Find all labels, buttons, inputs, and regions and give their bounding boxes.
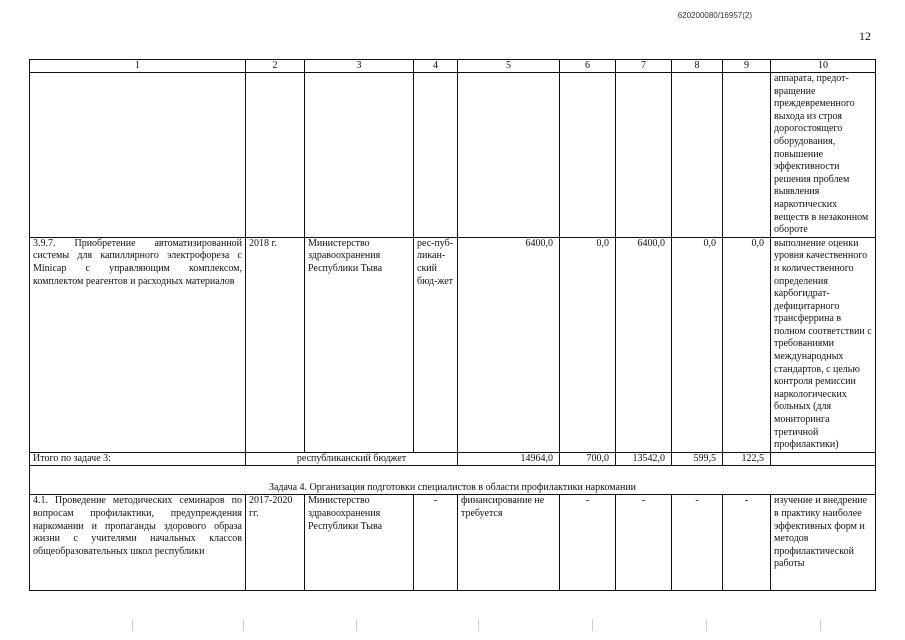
amount-2020: - [723, 495, 771, 591]
funding-source: - [414, 495, 458, 591]
amount-2017: 0,0 [560, 237, 616, 452]
total-amount: 14964,0 [458, 452, 560, 466]
amount-total: 6400,0 [458, 237, 560, 452]
col-header-4: 4 [414, 60, 458, 73]
total-label: Итого по задаче 3: [30, 452, 246, 466]
col-header-3: 3 [305, 60, 414, 73]
col-header-2: 2 [246, 60, 305, 73]
funding-source: рес-пуб-ликан-ский бюд-жет [414, 237, 458, 452]
continuation-result: аппарата, предот-вращение преждевременного выхода из строя дорогостоящего оборудования, повышение эффективности решения проблем выявления наркотических веществ в незаконном обороте [771, 73, 876, 238]
col-header-8: 8 [672, 60, 723, 73]
task4-title: Задача 4. Организация подготовки специалистов в области профилактики наркомании [30, 466, 876, 495]
document-code: 620200080/16957(2) [677, 11, 752, 20]
measure-period: 2017-2020 гг. [246, 495, 305, 591]
total-source: республиканский бюджет [246, 452, 458, 466]
task4-heading-row [30, 466, 876, 495]
amount-2019: 0,0 [672, 237, 723, 452]
table-row-3-9-7 [30, 237, 876, 452]
col-header-5: 5 [458, 60, 560, 73]
total-2017: 700,0 [560, 452, 616, 466]
measure-name: 3.9.7. Приобретение автоматизированной системы для капиллярного электрофореза с Minicap с управляющим комплексом, комплектом реагентов и расходных материалов [30, 237, 246, 452]
col-header-6: 6 [560, 60, 616, 73]
expected-result: изучение и внедрение в практику наиболее эффективных форм и методов профилактической работы [771, 495, 876, 591]
amount-2018: 6400,0 [616, 237, 672, 452]
column-number-row [30, 60, 876, 73]
total-2020: 122,5 [723, 452, 771, 466]
measure-period: 2018 г. [246, 237, 305, 452]
col-header-10: 10 [771, 60, 876, 73]
measure-executor: Министерство здравоохранения Республики Тыва [305, 495, 414, 591]
measure-name: 4.1. Проведение методических семинаров по вопросам профилактики, предупреждения наркомании и пропаганды здорового образа жизни с учителями начальных классов общеобразовательных школ республики [30, 495, 246, 591]
program-table [29, 59, 876, 591]
col-header-7: 7 [616, 60, 672, 73]
amount-2020: 0,0 [723, 237, 771, 452]
amount-total: финансирование не требуется [458, 495, 560, 591]
amount-2019: - [672, 495, 723, 591]
continuation-row [30, 73, 876, 238]
col-header-1: 1 [30, 60, 246, 73]
total-2018: 13542,0 [616, 452, 672, 466]
page-number: 12 [859, 29, 871, 43]
total-row-task3 [30, 452, 876, 466]
scan-edge-marks [0, 619, 905, 635]
total-2019: 599,5 [672, 452, 723, 466]
amount-2018: - [616, 495, 672, 591]
col-header-9: 9 [723, 60, 771, 73]
amount-2017: - [560, 495, 616, 591]
expected-result: выполнение оценки уровня качественного и количественного определения карбогидрат-дефицитарного трансферрина в полном соответствии с требованиями международных стандартов, с целью контроля ремиссии наркологических больных (для мониторинга третичной профилактики) [771, 237, 876, 452]
measure-executor: Министерство здравоохранения Республики Тыва [305, 237, 414, 452]
table-row-4-1 [30, 495, 876, 591]
